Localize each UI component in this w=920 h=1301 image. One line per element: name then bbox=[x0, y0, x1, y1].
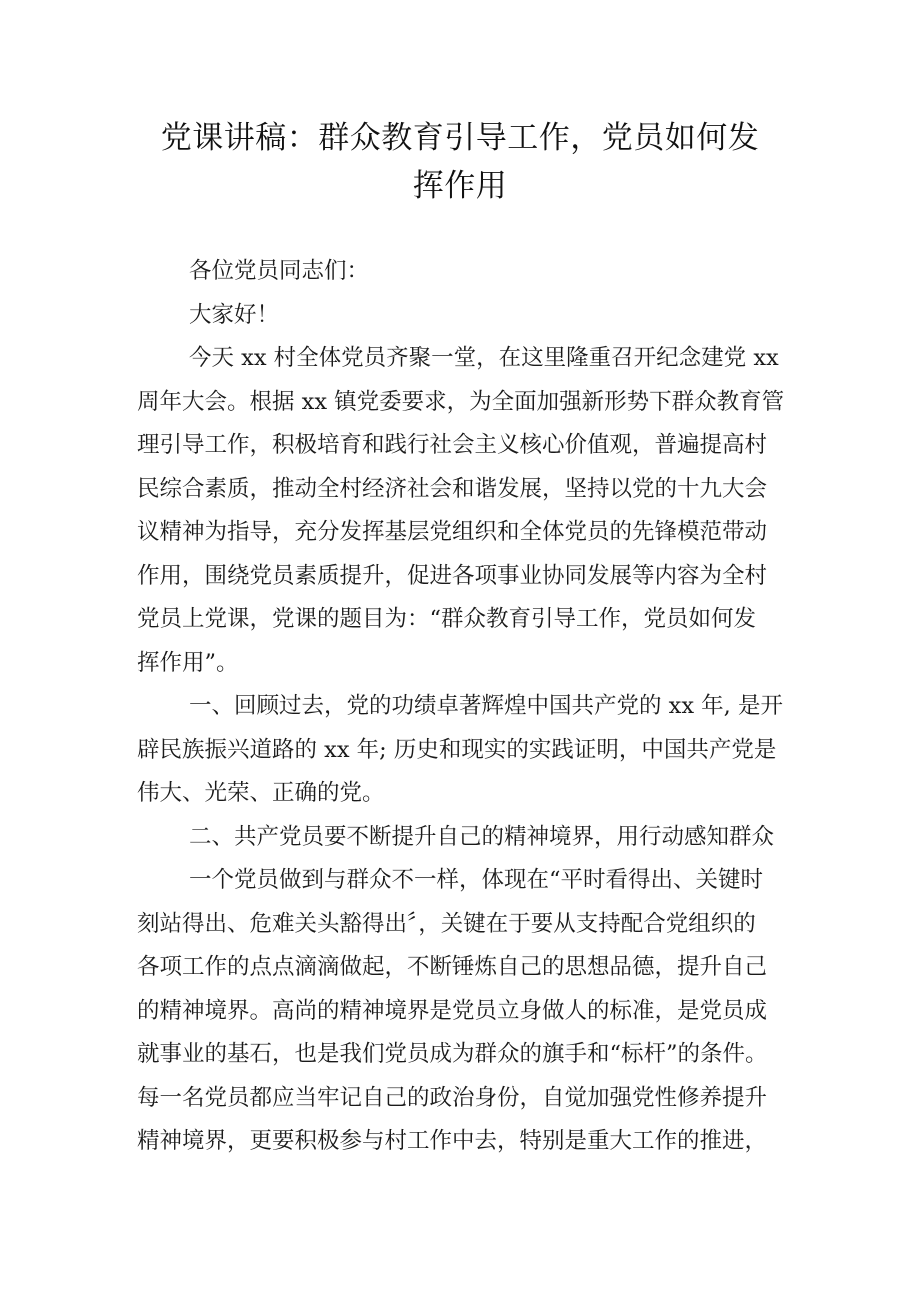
paragraph-line: 伟大、光荣、正确的党。 bbox=[137, 780, 385, 806]
paragraph bbox=[137, 250, 797, 294]
paragraph-line: 今天 xx 村全体党员齐聚一堂，在这里隆重召开纪念建党 xx bbox=[189, 345, 779, 371]
paragraph-line: 辟民族振兴道路的 xx 年; 历史和现实的实践证明，中国共产党是 bbox=[137, 736, 777, 763]
paragraph bbox=[137, 294, 797, 338]
paragraph-line: 一、回顾过去，党的功绩卓著辉煌中国共产党的 xx 年, 是开 bbox=[189, 693, 783, 719]
paragraph-line: 各项工作的点点滴滴做起，不断锤炼自己的思想品德，提升自己 bbox=[137, 954, 768, 980]
paragraph-line: 一个党员做到与群众不一样，体现在“平时看得出、关键时 bbox=[189, 867, 764, 893]
title-line-2: 挥作用 bbox=[412, 168, 508, 204]
paragraph-line: 的精神境界。高尚的精神境界是党员立身做人的标准，是党员成 bbox=[137, 997, 768, 1024]
title-line-1: 党课讲稿：群众教育引导工作，党员如何发 bbox=[160, 120, 760, 156]
document-body bbox=[137, 250, 797, 1164]
paragraph-line: 议精神为指导，充分发挥基层党组织和全体党员的先锋模范带动 bbox=[137, 519, 768, 545]
paragraph-line: 理引导工作，积极培育和践行社会主义核心价值观，普遍提高村 bbox=[137, 432, 768, 458]
paragraph-line: 各位党员同志们： bbox=[189, 258, 370, 284]
paragraph-line: 精神境界，更要积极参与村工作中去，特别是重大工作的推进， bbox=[137, 1128, 768, 1154]
paragraph-line: 挥作用”。 bbox=[137, 649, 239, 676]
paragraph-line: 每一名党员都应当牢记自己的政治身份，自觉加强党性修养提升 bbox=[137, 1084, 768, 1111]
paragraph-line: 大家好！ bbox=[189, 301, 280, 328]
paragraph-line: 党员上党课，党课的题目为：“群众教育引导工作，党员如何发 bbox=[137, 606, 757, 632]
paragraph-line: 就事业的基石，也是我们党员成为群众的旗手和“标杆”的条件。 bbox=[137, 1041, 768, 1067]
paragraph bbox=[137, 859, 797, 1164]
paragraph bbox=[137, 816, 797, 860]
paragraph bbox=[137, 685, 797, 816]
paragraph-line: 刻站得出、危难关头豁得出〞，关键在于要从支持配合党组织的 bbox=[137, 910, 756, 937]
paragraph-line: 作用，围绕党员素质提升，促进各项事业协同发展等内容为全村 bbox=[137, 562, 768, 589]
paragraph bbox=[137, 337, 797, 685]
paragraph-line: 周年大会。根据 xx 镇党委要求，为全面加强新形势下群众教育管 bbox=[137, 388, 785, 415]
paragraph-line: 民综合素质，推动全村经济社会和谐发展，坚持以党的十九大会 bbox=[137, 475, 768, 502]
document-title bbox=[130, 114, 790, 210]
paragraph-line: 二、共产党员要不断提升自己的精神境界，用行动感知群众 bbox=[189, 823, 775, 850]
